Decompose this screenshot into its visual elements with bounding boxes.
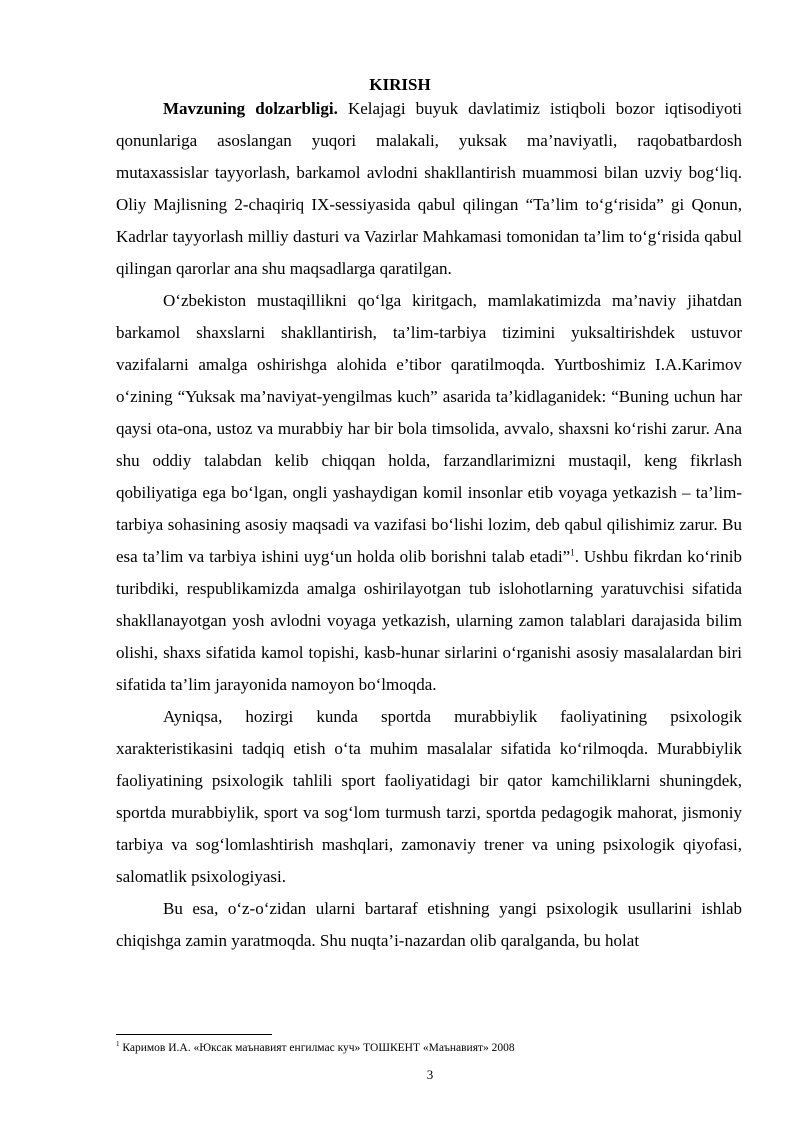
paragraph-text: O‘zbekiston mustaqillikni qo‘lga kiritgach, mamlakatimizda ma’naviy jihatdan barkamol shaxslarni shakllantirish, ta’lim-tarbiya tizimini yuksaltirishdek ustuvor vazifalarni amalga oshirishga alohida e’tibor qaratilmoqda. Yurtboshimiz I.A.Karimov o‘zining “Yuksak ma’naviyat-yengilmas kuch” asarida ta’kidlaganidek: “Buning uchun har qaysi ota-ona, ustoz va murabbiy har bir bola timsolida, avvalo, shaxsni ko‘rishi zarur. Ana shu oddiy talabdan kelib chiqqan holda, farzandlarimizni mustaqil, keng fikrlash qobiliyatiga ega bo‘lgan, ongli yashaydigan komil insonlar etib voyaga yetkazish – ta’lim-tarbiya sohasining asosiy maqsadi va vazifasi bo‘lishi lozim, deb qabul qilishimiz zarur. Bu esa ta’lim va tarbiya ishini uyg‘un holda olib borishni talab etadi” <box>116 291 742 566</box>
footnote-reference[interactable]: 1 <box>570 547 575 558</box>
section-heading: KIRISH <box>369 75 431 94</box>
paragraph-methods <box>116 893 742 957</box>
paragraph-text: Kelajagi buyuk davlatimiz istiqboli bozor iqtisodiyoti qonunlariga asoslangan yuqori malakali, yuksak ma’naviyatli, raqobatbardosh mutaxassislar tayyorlash, barkamol avlodni shakllantirish muammosi bilan uzviy bog‘liq. Oliy Majlisning 2-chaqiriq IX-sessiyasida qabul qilingan “Ta’lim to‘g‘risida” gi Qonun, Kadrlar tayyorlash milliy dasturi va Vazirlar Mahkamasi tomonidan ta’lim to‘g‘risida qabul qilingan qarorlar ana shu maqsadlarga qaratilgan. <box>116 99 742 278</box>
paragraph-text: Bu esa, o‘z-o‘zidan ularni bartaraf etishning yangi psixologik usullarini ishlab chiqishga zamin yaratmoqda. Shu nuqta’i-nazardan olib qaralganda, bu holat <box>116 899 742 950</box>
body-text <box>116 93 742 957</box>
page-number: 3 <box>426 1067 434 1082</box>
footnote-separator <box>116 1034 272 1035</box>
paragraph-independence <box>116 285 742 701</box>
paragraph-text: . Ushbu fikrdan ko‘rinib turibdiki, respublikamizda amalga oshirilayotgan tub islohotlarning yaratuvchisi sifatida shakllanayotgan yosh avlodni voyaga yetkazish, ularning zamon talablari darajasida bilim olishi, shaxs sifatida kamol topishi, kasb-hunar sirlarini o‘rganishi asosiy masalalardan biri sifatida ta’lim jarayonida namoyon bo‘lmoqda. <box>116 547 742 694</box>
paragraph-lead-label: Mavzuning dolzarbligi. <box>163 99 338 118</box>
footnote <box>116 1041 742 1055</box>
paragraph-text: Ayniqsa, hozirgi kunda sportda murabbiylik faoliyatining psixologik xarakteristikasini tadqiq etish o‘ta muhim masalalar sifatida ko‘rilmoqda. Murabbiylik faoliyatining psixologik tahlili sport faoliyatidagi bir qator kamchiliklarni shuningdek, sportda murabbiylik, sport va sog‘lom turmush tarzi, sportda pedagogik mahorat, jismoniy tarbiya va sog‘lomlashtirish mashqlari, zamonaviy trener va uning psixologik qiyofasi, salomatlik psixologiyasi. <box>116 707 742 886</box>
footnote-marker: 1 <box>116 1040 120 1049</box>
paragraph-relevance <box>116 93 742 285</box>
footnote-text: Каримов И.А. «Юксак маънавият енгилмас куч» ТОШКЕНТ «Маънавият» 2008 <box>119 1042 515 1054</box>
paragraph-coaching <box>116 701 742 893</box>
